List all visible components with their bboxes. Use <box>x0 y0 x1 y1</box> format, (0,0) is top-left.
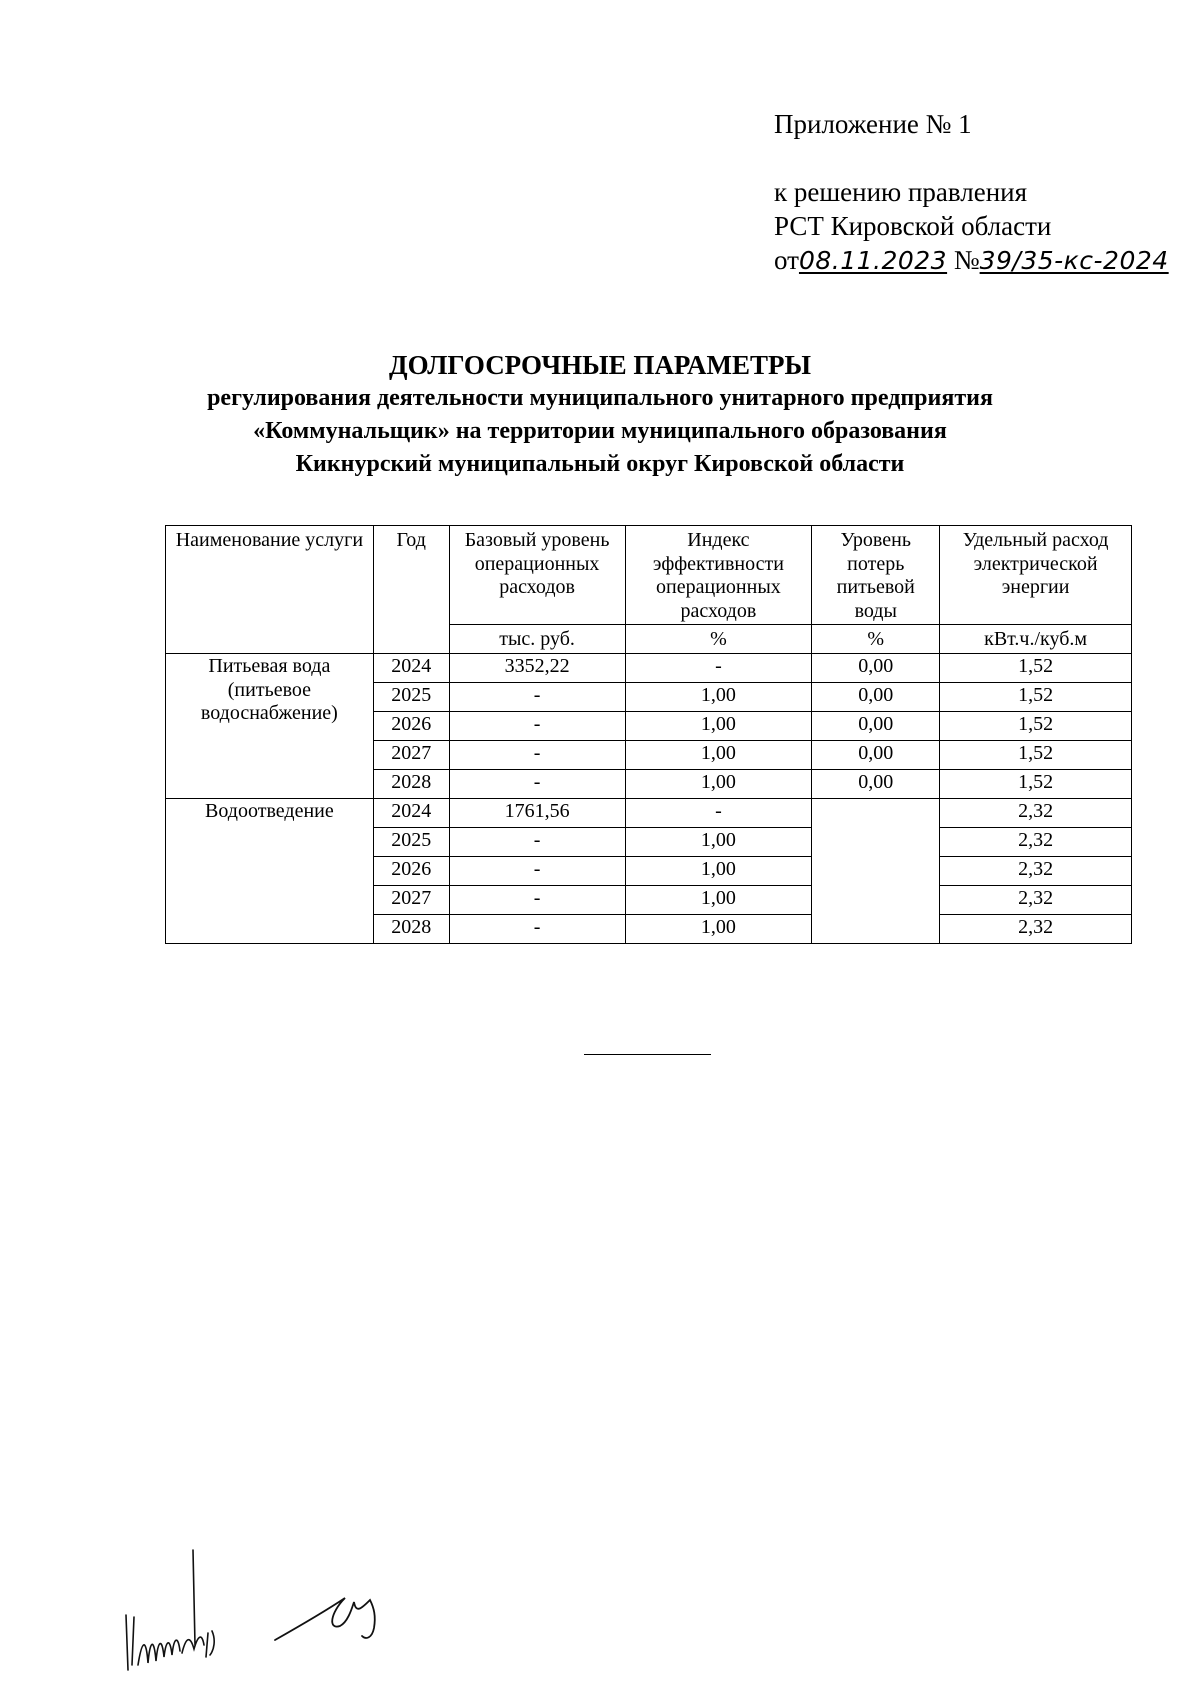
cell-base: - <box>449 769 625 798</box>
document-title: ДОЛГОСРОЧНЫЕ ПАРАМЕТРЫ <box>389 350 811 380</box>
cell-index: - <box>625 653 812 682</box>
cell-base: - <box>449 856 625 885</box>
cell-energy: 1,52 <box>940 682 1132 711</box>
appendix-authority-line: РСТ Кировской области <box>774 211 1052 241</box>
header-specific-consumption: Удельный расход электрической энергии <box>940 526 1132 625</box>
cell-energy: 1,52 <box>940 653 1132 682</box>
cell-loss: 0,00 <box>812 711 940 740</box>
cell-year: 2025 <box>373 682 449 711</box>
table-row <box>166 653 1132 682</box>
header-service: Наименование услуги <box>166 526 374 654</box>
cell-base: - <box>449 711 625 740</box>
cell-index: 1,00 <box>625 740 812 769</box>
cell-year: 2028 <box>373 769 449 798</box>
cell-loss: 0,00 <box>812 653 940 682</box>
cell-loss: 0,00 <box>812 740 940 769</box>
cell-base: - <box>449 885 625 914</box>
cell-base: - <box>449 740 625 769</box>
cell-index: 1,00 <box>625 856 812 885</box>
cell-energy: 2,32 <box>940 827 1132 856</box>
cell-year: 2024 <box>373 653 449 682</box>
appendix-decision-line: к решению правления <box>774 177 1028 207</box>
cell-energy: 1,52 <box>940 711 1132 740</box>
cell-year: 2026 <box>373 856 449 885</box>
cell-loss: 0,00 <box>812 769 940 798</box>
decision-number: 39/35-кс-2024 <box>979 246 1169 275</box>
cell-index: 1,00 <box>625 885 812 914</box>
cell-year: 2026 <box>373 711 449 740</box>
document-subtitle-1: регулирования деятельности муниципального унитарного предприятия <box>207 385 993 411</box>
cell-index: 1,00 <box>625 769 812 798</box>
cell-index: 1,00 <box>625 711 812 740</box>
header-year: Год <box>373 526 449 654</box>
unit-base-level: тыс. руб. <box>449 625 625 654</box>
cell-index: 1,00 <box>625 914 812 943</box>
unit-loss-level: % <box>812 625 940 654</box>
header-loss-level: Уровень потерь питьевой воды <box>812 526 940 625</box>
cell-loss: 0,00 <box>812 682 940 711</box>
cell-base: 3352,22 <box>449 653 625 682</box>
decision-date: 08.11.2023 <box>798 246 948 275</box>
document-subtitle-2: «Коммунальщик» на территории муниципального образования <box>253 418 947 444</box>
end-separator-line <box>584 1054 711 1055</box>
cell-year: 2024 <box>373 798 449 827</box>
cell-energy: 2,32 <box>940 856 1132 885</box>
cell-index: 1,00 <box>625 827 812 856</box>
service-name: Водоотведение <box>166 798 374 943</box>
cell-loss-empty <box>812 798 940 943</box>
handwritten-signature-2 <box>270 1578 410 1648</box>
cell-energy: 2,32 <box>940 914 1132 943</box>
cell-index: 1,00 <box>625 682 812 711</box>
cell-year: 2027 <box>373 740 449 769</box>
cell-base: 1761,56 <box>449 798 625 827</box>
cell-base: - <box>449 682 625 711</box>
appendix-date-number-line <box>774 244 1169 276</box>
appendix-title: Приложение № 1 <box>774 109 972 139</box>
cell-energy: 2,32 <box>940 885 1132 914</box>
cell-energy: 2,32 <box>940 798 1132 827</box>
from-prefix: от <box>774 245 799 275</box>
parameters-table <box>165 525 1132 944</box>
service-name: Питьевая вода (питьевое водоснабжение) <box>166 653 374 798</box>
cell-base: - <box>449 827 625 856</box>
cell-index: - <box>625 798 812 827</box>
cell-year: 2027 <box>373 885 449 914</box>
cell-energy: 1,52 <box>940 769 1132 798</box>
document-subtitle-3: Кикнурский муниципальный округ Кировской области <box>295 451 905 477</box>
header-base-level: Базовый уровень операционных расходов <box>449 526 625 625</box>
handwritten-signature-1 <box>108 1545 228 1675</box>
cell-year: 2028 <box>373 914 449 943</box>
cell-energy: 1,52 <box>940 740 1132 769</box>
header-efficiency-index: Индекс эффективности операционных расходов <box>625 526 812 625</box>
cell-base: - <box>449 914 625 943</box>
unit-efficiency-index: % <box>625 625 812 654</box>
unit-specific-consumption: кВт.ч./куб.м <box>940 625 1132 654</box>
cell-year: 2025 <box>373 827 449 856</box>
number-prefix: № <box>953 245 980 275</box>
table-row <box>166 798 1132 827</box>
